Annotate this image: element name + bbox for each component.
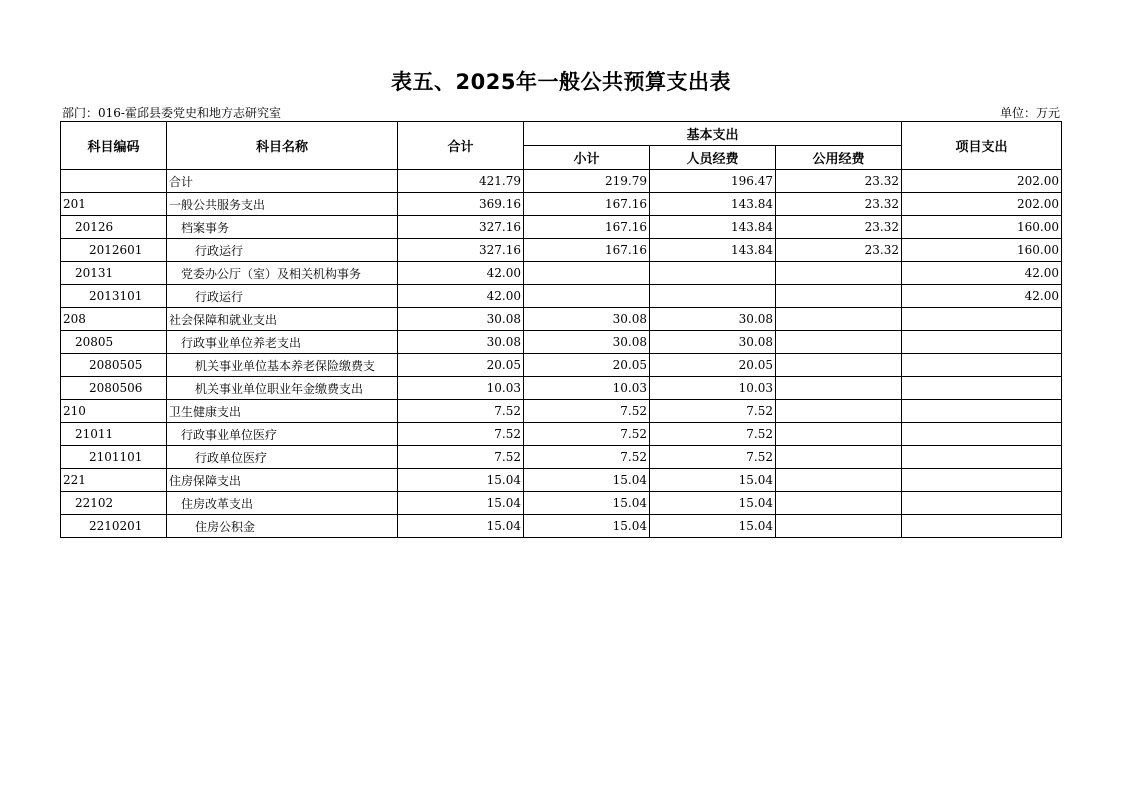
public-cell — [776, 423, 902, 446]
public-cell: 23.32 — [776, 216, 902, 239]
name-cell: 行政运行 — [167, 285, 398, 308]
name-cell: 机关事业单位基本养老保险缴费支 — [167, 354, 398, 377]
subtotal-cell: 167.16 — [524, 216, 650, 239]
total-cell: 42.00 — [398, 262, 524, 285]
subtotal-cell: 15.04 — [524, 515, 650, 538]
personnel-cell — [650, 262, 776, 285]
code-cell: 21011 — [61, 423, 167, 446]
subtotal-cell: 20.05 — [524, 354, 650, 377]
project-cell — [902, 515, 1062, 538]
name-cell: 档案事务 — [167, 216, 398, 239]
project-cell — [902, 423, 1062, 446]
header-personnel: 人员经费 — [650, 146, 776, 170]
subtotal-cell: 30.08 — [524, 331, 650, 354]
code-cell: 20131 — [61, 262, 167, 285]
total-cell: 7.52 — [398, 423, 524, 446]
project-cell: 160.00 — [902, 239, 1062, 262]
total-cell: 15.04 — [398, 515, 524, 538]
table-row — [61, 400, 1062, 423]
personnel-cell: 143.84 — [650, 193, 776, 216]
page-title: 表五、2025年一般公共预算支出表 — [391, 70, 731, 94]
table-row — [61, 170, 1062, 193]
total-cell: 7.52 — [398, 446, 524, 469]
total-cell: 15.04 — [398, 492, 524, 515]
header-public: 公用经费 — [776, 146, 902, 170]
code-cell: 2013101 — [61, 285, 167, 308]
name-cell: 住房公积金 — [167, 515, 398, 538]
subtotal-cell: 15.04 — [524, 469, 650, 492]
code-cell — [61, 170, 167, 193]
total-cell: 327.16 — [398, 239, 524, 262]
personnel-cell: 30.08 — [650, 308, 776, 331]
project-cell: 42.00 — [902, 285, 1062, 308]
project-cell — [902, 446, 1062, 469]
subtotal-cell: 7.52 — [524, 423, 650, 446]
name-cell: 行政事业单位医疗 — [167, 423, 398, 446]
header-basic: 基本支出 — [524, 122, 902, 146]
name-cell: 行政事业单位养老支出 — [167, 331, 398, 354]
personnel-cell: 15.04 — [650, 469, 776, 492]
public-cell — [776, 377, 902, 400]
table-body — [61, 170, 1062, 538]
name-cell: 住房保障支出 — [167, 469, 398, 492]
project-cell: 202.00 — [902, 170, 1062, 193]
table-row — [61, 193, 1062, 216]
header-project: 项目支出 — [902, 122, 1062, 170]
table-row — [61, 308, 1062, 331]
personnel-cell: 10.03 — [650, 377, 776, 400]
subtotal-cell: 15.04 — [524, 492, 650, 515]
personnel-cell: 7.52 — [650, 400, 776, 423]
code-cell: 2101101 — [61, 446, 167, 469]
subtotal-cell: 7.52 — [524, 400, 650, 423]
public-cell — [776, 400, 902, 423]
personnel-cell: 143.84 — [650, 239, 776, 262]
total-cell: 369.16 — [398, 193, 524, 216]
total-cell: 7.52 — [398, 400, 524, 423]
table-row — [61, 377, 1062, 400]
table-row — [61, 515, 1062, 538]
table-row — [61, 331, 1062, 354]
project-cell — [902, 354, 1062, 377]
department-label: 部门：016-霍邱县委党史和地方志研究室 — [62, 106, 281, 120]
personnel-cell: 143.84 — [650, 216, 776, 239]
public-cell — [776, 285, 902, 308]
code-cell: 20126 — [61, 216, 167, 239]
public-cell — [776, 515, 902, 538]
header-total: 合计 — [398, 122, 524, 170]
public-cell: 23.32 — [776, 193, 902, 216]
personnel-cell: 7.52 — [650, 423, 776, 446]
personnel-cell: 196.47 — [650, 170, 776, 193]
project-cell — [902, 377, 1062, 400]
subtotal-cell: 7.52 — [524, 446, 650, 469]
total-cell: 327.16 — [398, 216, 524, 239]
table-row — [61, 285, 1062, 308]
public-cell — [776, 308, 902, 331]
project-cell — [902, 469, 1062, 492]
code-cell: 2210201 — [61, 515, 167, 538]
code-cell: 2080505 — [61, 354, 167, 377]
personnel-cell: 7.52 — [650, 446, 776, 469]
table-row — [61, 469, 1062, 492]
code-cell: 20805 — [61, 331, 167, 354]
personnel-cell: 15.04 — [650, 492, 776, 515]
personnel-cell: 20.05 — [650, 354, 776, 377]
total-cell: 421.79 — [398, 170, 524, 193]
table-row — [61, 216, 1062, 239]
code-cell: 2080506 — [61, 377, 167, 400]
name-cell: 住房改革支出 — [167, 492, 398, 515]
name-cell: 行政单位医疗 — [167, 446, 398, 469]
table-row — [61, 492, 1062, 515]
public-cell: 23.32 — [776, 239, 902, 262]
code-cell: 201 — [61, 193, 167, 216]
subtotal-cell: 10.03 — [524, 377, 650, 400]
name-cell: 卫生健康支出 — [167, 400, 398, 423]
personnel-cell: 15.04 — [650, 515, 776, 538]
project-cell: 202.00 — [902, 193, 1062, 216]
project-cell — [902, 400, 1062, 423]
public-cell — [776, 446, 902, 469]
public-cell — [776, 262, 902, 285]
header-name: 科目名称 — [167, 122, 398, 170]
project-cell — [902, 308, 1062, 331]
code-cell: 221 — [61, 469, 167, 492]
budget-table — [60, 121, 1062, 538]
name-cell: 行政运行 — [167, 239, 398, 262]
public-cell — [776, 492, 902, 515]
project-cell — [902, 492, 1062, 515]
total-cell: 42.00 — [398, 285, 524, 308]
total-cell: 30.08 — [398, 308, 524, 331]
header-code: 科目编码 — [61, 122, 167, 170]
table-row — [61, 262, 1062, 285]
project-cell: 160.00 — [902, 216, 1062, 239]
total-cell: 15.04 — [398, 469, 524, 492]
subtotal-cell — [524, 285, 650, 308]
table-row — [61, 423, 1062, 446]
unit-label: 单位：万元 — [999, 106, 1060, 120]
personnel-cell — [650, 285, 776, 308]
code-cell: 2012601 — [61, 239, 167, 262]
total-cell: 20.05 — [398, 354, 524, 377]
table-row — [61, 354, 1062, 377]
subtotal-cell: 30.08 — [524, 308, 650, 331]
code-cell: 210 — [61, 400, 167, 423]
header-subtotal: 小计 — [524, 146, 650, 170]
name-cell: 合计 — [167, 170, 398, 193]
code-cell: 22102 — [61, 492, 167, 515]
subtotal-cell: 167.16 — [524, 239, 650, 262]
project-cell: 42.00 — [902, 262, 1062, 285]
name-cell: 党委办公厅（室）及相关机构事务 — [167, 262, 398, 285]
subtotal-cell: 219.79 — [524, 170, 650, 193]
subtotal-cell: 167.16 — [524, 193, 650, 216]
public-cell — [776, 469, 902, 492]
public-cell: 23.32 — [776, 170, 902, 193]
code-cell: 208 — [61, 308, 167, 331]
total-cell: 30.08 — [398, 331, 524, 354]
public-cell — [776, 331, 902, 354]
subtotal-cell — [524, 262, 650, 285]
name-cell: 社会保障和就业支出 — [167, 308, 398, 331]
project-cell — [902, 331, 1062, 354]
table-row — [61, 239, 1062, 262]
name-cell: 一般公共服务支出 — [167, 193, 398, 216]
total-cell: 10.03 — [398, 377, 524, 400]
name-cell: 机关事业单位职业年金缴费支出 — [167, 377, 398, 400]
table-row — [61, 446, 1062, 469]
personnel-cell: 30.08 — [650, 331, 776, 354]
public-cell — [776, 354, 902, 377]
